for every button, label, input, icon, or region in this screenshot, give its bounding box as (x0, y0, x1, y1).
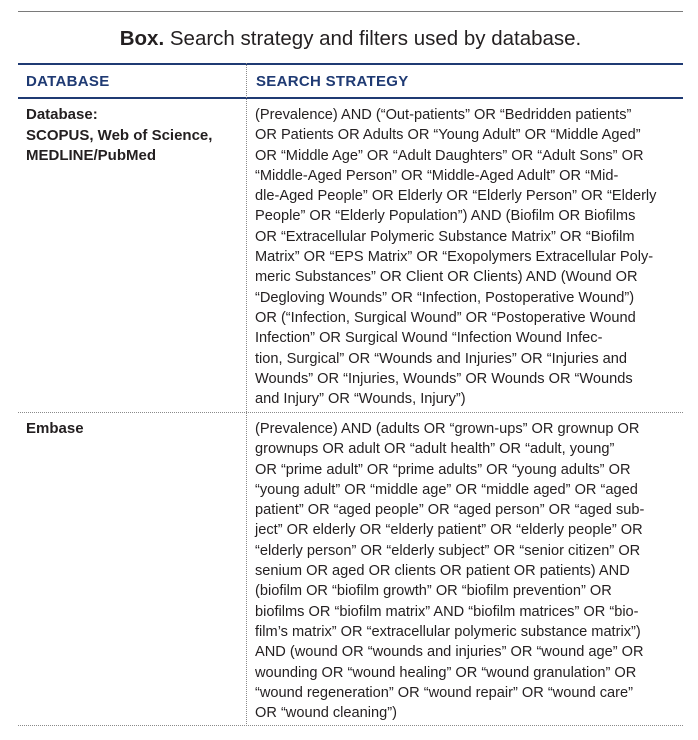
strategy-line: Wounds” OR “Injuries, Wounds” OR Wounds OR “Wounds (255, 370, 633, 387)
row-divider (18, 412, 683, 413)
strategy-line: (Prevalence) AND (“Out-patients” OR “Bedridden patients” (255, 107, 632, 123)
table-row (18, 101, 683, 413)
strategy-line: OR “Middle Age” OR “Adult Daughters” OR “Adult Sons” OR (255, 147, 644, 164)
strategy-line: meric Substances” OR Client OR Clients) AND (Wound OR (255, 269, 638, 286)
caption-label: Box. (119, 27, 165, 50)
box-caption (18, 22, 683, 56)
strategy-line: OR “wound cleaning”) (255, 705, 397, 722)
strategy-line: AND (wound OR “wounds and injuries” OR “wound age” OR (255, 644, 644, 661)
strategy-line: dle-Aged People” OR Elderly OR “Elderly Person” OR “Elderly (255, 188, 657, 205)
strategy-line: patient” OR “aged people” OR “aged person” OR “aged sub- (255, 502, 645, 519)
strategy-line: (Prevalence) AND (adults OR “grown-ups” OR grownup OR (255, 421, 640, 437)
strategy-line: and Injury” OR “Wounds, Injury”) (255, 391, 466, 408)
strategy-line: OR “Extracellular Polymeric Substance Matrix” OR “Biofilm (255, 228, 635, 245)
strategy-line: ject” OR elderly OR “elderly patient” OR “elderly people” OR (255, 522, 643, 539)
column-header-search-strategy: SEARCH STRATEGY (256, 73, 409, 90)
search-strategy-cell (255, 105, 681, 409)
strategy-line: “Middle-Aged Person” OR “Middle-Aged Adult” OR “Mid- (255, 167, 619, 184)
database-cell (26, 105, 246, 167)
top-rule (18, 11, 683, 12)
strategy-line: “Degloving Wounds” OR “Infection, Postoperative Wound”) (255, 289, 635, 306)
column-header-database: DATABASE (26, 73, 110, 90)
database-line: Database: (26, 106, 98, 123)
table-row (18, 415, 683, 726)
strategy-line: Infection” OR Surgical Wound “Infection Wound Infec- (255, 330, 603, 347)
database-line: Embase (26, 420, 84, 437)
strategy-line: senium OR aged OR clients OR patient OR patients) AND (255, 563, 630, 580)
strategy-line: “young adult” OR “middle age” OR “middle aged” OR “aged (255, 481, 638, 498)
strategy-line: OR “prime adult” OR “prime adults” OR “young adults” OR (255, 461, 631, 478)
row-divider (18, 725, 683, 726)
database-cell (26, 419, 246, 440)
strategy-line: Matrix” OR “EPS Matrix” OR “Exopolymers Extracellular Poly- (255, 249, 654, 266)
caption-text: Search strategy and filters used by database. (164, 27, 582, 50)
strategy-line: OR (“Infection, Surgical Wound” OR “Postoperative Wound (255, 309, 636, 326)
table-header-row (18, 63, 683, 99)
strategy-line: “wound regeneration” OR “wound repair” OR “wound care” (255, 684, 633, 701)
database-line: MEDLINE/PubMed (26, 147, 156, 164)
strategy-line: biofilms OR “biofilm matrix” AND “biofilm matrices” OR “bio- (255, 603, 639, 620)
search-strategy-cell (255, 419, 681, 723)
strategy-line: wounding OR “wound healing” OR “wound granulation” OR (255, 664, 637, 681)
strategy-line: tion, Surgical” OR “Wounds and Injuries” OR “Injuries and (255, 350, 628, 367)
strategy-line: OR Patients OR Adults OR “Young Adult” OR “Middle Aged” (255, 127, 641, 144)
strategy-line: film’s matrix” OR “extracellular polymeric substance matrix”) (255, 623, 641, 640)
strategy-line: “elderly person” OR “elderly subject” OR “senior citizen” OR (255, 542, 641, 559)
strategy-line: grownups OR adult OR “adult health” OR “adult, young” (255, 441, 615, 458)
strategy-line: People” OR “Elderly Population”) AND (Biofilm OR Biofilms (255, 208, 636, 225)
database-line: SCOPUS, Web of Science, (26, 126, 213, 144)
strategy-line: (biofilm OR “biofilm growth” OR “biofilm prevention” OR (255, 583, 612, 600)
